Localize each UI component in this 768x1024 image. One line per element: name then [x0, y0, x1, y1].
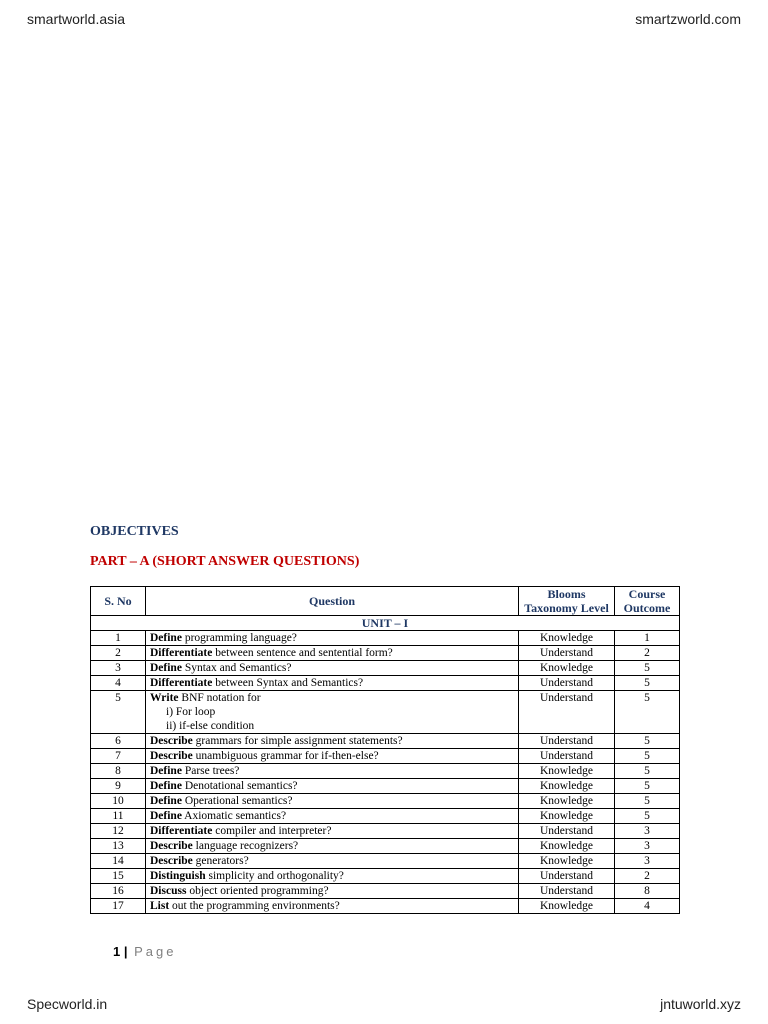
question-verb: Distinguish [150, 870, 206, 882]
row-sno: 8 [91, 764, 146, 779]
question-text: Axiomatic semantics? [181, 810, 287, 822]
question-text: Parse trees? [181, 765, 240, 777]
question-text: between sentence and sentential form? [212, 647, 393, 659]
question-verb: Describe [150, 735, 193, 747]
row-question [146, 646, 519, 661]
row-sno: 12 [91, 824, 146, 839]
table-row [91, 809, 680, 824]
row-sno: 15 [91, 869, 146, 884]
row-question [146, 764, 519, 779]
question-verb: Define [150, 662, 182, 674]
row-course-outcome: 5 [615, 809, 680, 824]
table-row [91, 839, 680, 854]
watermark-top-right: smartzworld.com [635, 11, 741, 27]
header-sno: S. No [91, 587, 146, 616]
question-text: language recognizers? [192, 840, 299, 852]
question-verb: Describe [150, 855, 193, 867]
page-number: 1 [113, 944, 121, 959]
header-blooms-line1: Blooms [547, 587, 586, 601]
row-course-outcome: 8 [615, 884, 680, 899]
question-verb: List [150, 900, 170, 912]
question-text: generators? [192, 855, 249, 867]
header-question: Question [146, 587, 519, 616]
question-text: Operational semantics? [181, 795, 293, 807]
row-sno: 17 [91, 899, 146, 914]
row-question [146, 824, 519, 839]
table-row [91, 824, 680, 839]
question-text: grammars for simple assignment statements? [192, 735, 403, 747]
row-sno: 2 [91, 646, 146, 661]
row-blooms-level: Knowledge [519, 779, 615, 794]
table-row [91, 661, 680, 676]
row-course-outcome: 5 [615, 794, 680, 809]
row-blooms-level: Understand [519, 884, 615, 899]
row-course-outcome: 5 [615, 676, 680, 691]
row-blooms-level: Understand [519, 646, 615, 661]
watermark-top-left: smartworld.asia [27, 11, 126, 27]
question-verb: Define [150, 810, 182, 822]
row-sno: 11 [91, 809, 146, 824]
table-row [91, 749, 680, 764]
row-blooms-level: Knowledge [519, 899, 615, 914]
row-blooms-level: Understand [519, 869, 615, 884]
page-footer [113, 944, 177, 959]
row-question [146, 839, 519, 854]
row-course-outcome: 5 [615, 779, 680, 794]
row-question [146, 869, 519, 884]
row-blooms-level: Understand [519, 749, 615, 764]
row-course-outcome: 3 [615, 839, 680, 854]
row-course-outcome: 2 [615, 869, 680, 884]
row-question [146, 631, 519, 646]
table-row [91, 764, 680, 779]
row-sno: 3 [91, 661, 146, 676]
row-question [146, 734, 519, 749]
row-question [146, 899, 519, 914]
row-course-outcome: 1 [615, 631, 680, 646]
row-course-outcome: 3 [615, 854, 680, 869]
question-verb: Define [150, 795, 182, 807]
question-text: unambiguous grammar for if-then-else? [192, 750, 379, 762]
row-sno: 4 [91, 676, 146, 691]
table-row [91, 631, 680, 646]
question-text: Denotational semantics? [181, 780, 298, 792]
row-course-outcome: 4 [615, 899, 680, 914]
row-question [146, 794, 519, 809]
unit-label: UNIT – I [91, 616, 680, 631]
question-text: simplicity and orthogonality? [205, 870, 344, 882]
row-course-outcome: 3 [615, 824, 680, 839]
table-row [91, 794, 680, 809]
table-row [91, 646, 680, 661]
unit-row [91, 616, 680, 631]
row-question [146, 854, 519, 869]
question-text: Syntax and Semantics? [181, 662, 292, 674]
row-blooms-level: Knowledge [519, 794, 615, 809]
row-question [146, 676, 519, 691]
question-verb: Describe [150, 750, 193, 762]
row-question [146, 749, 519, 764]
table-header-row [91, 587, 680, 616]
question-verb: Define [150, 632, 182, 644]
table-row [91, 899, 680, 914]
header-course-line1: Course [628, 587, 666, 601]
row-blooms-level: Understand [519, 734, 615, 749]
row-blooms-level: Knowledge [519, 661, 615, 676]
table-row [91, 779, 680, 794]
watermark-bottom-left: Specworld.in [27, 996, 108, 1012]
row-course-outcome: 2 [615, 646, 680, 661]
row-sno: 5 [91, 691, 146, 734]
table-row [91, 854, 680, 869]
question-text: compiler and interpreter? [212, 825, 332, 837]
question-verb: Discuss [150, 885, 187, 897]
question-verb: Differentiate [150, 677, 213, 689]
header-blooms [519, 587, 615, 616]
row-blooms-level: Knowledge [519, 839, 615, 854]
row-blooms-level: Knowledge [519, 809, 615, 824]
question-verb: Write [150, 692, 179, 704]
row-course-outcome: 5 [615, 691, 680, 734]
row-question [146, 809, 519, 824]
row-sno: 10 [91, 794, 146, 809]
question-text: out the programming environments? [169, 900, 340, 912]
row-question [146, 691, 519, 734]
question-verb: Define [150, 780, 182, 792]
part-a-heading: PART – A (SHORT ANSWER QUESTIONS) [90, 554, 360, 569]
page-label: Page [134, 944, 177, 959]
question-verb: Describe [150, 840, 193, 852]
row-blooms-level: Knowledge [519, 764, 615, 779]
row-question [146, 884, 519, 899]
table-row [91, 676, 680, 691]
row-blooms-level: Understand [519, 691, 615, 734]
row-blooms-level: Understand [519, 676, 615, 691]
question-verb: Differentiate [150, 825, 213, 837]
page-separator: | [123, 944, 128, 959]
table-row [91, 691, 680, 734]
question-verb: Differentiate [150, 647, 213, 659]
watermark-bottom-right: jntuworld.xyz [660, 996, 741, 1012]
table-row [91, 869, 680, 884]
table-row [91, 734, 680, 749]
question-text: object oriented programming? [186, 885, 329, 897]
row-sno: 7 [91, 749, 146, 764]
header-course-outcome [615, 587, 680, 616]
row-course-outcome: 5 [615, 734, 680, 749]
row-sno: 14 [91, 854, 146, 869]
question-subitem: i) For loop [166, 706, 216, 718]
question-verb: Define [150, 765, 182, 777]
header-blooms-line2: Taxonomy Level [524, 601, 609, 615]
row-question [146, 779, 519, 794]
row-course-outcome: 5 [615, 749, 680, 764]
questions-table [90, 586, 680, 914]
question-text: programming language? [181, 632, 297, 644]
row-sno: 6 [91, 734, 146, 749]
row-course-outcome: 5 [615, 764, 680, 779]
row-sno: 13 [91, 839, 146, 854]
row-sno: 16 [91, 884, 146, 899]
row-sno: 1 [91, 631, 146, 646]
row-blooms-level: Knowledge [519, 854, 615, 869]
table-row [91, 884, 680, 899]
row-blooms-level: Knowledge [519, 631, 615, 646]
question-text: between Syntax and Semantics? [212, 677, 364, 689]
row-sno: 9 [91, 779, 146, 794]
row-course-outcome: 5 [615, 661, 680, 676]
objectives-heading: OBJECTIVES [90, 524, 179, 539]
question-subitem: ii) if-else condition [166, 720, 255, 732]
row-question [146, 661, 519, 676]
question-text: BNF notation for [178, 692, 261, 704]
header-course-line2: Outcome [623, 601, 671, 615]
row-blooms-level: Understand [519, 824, 615, 839]
